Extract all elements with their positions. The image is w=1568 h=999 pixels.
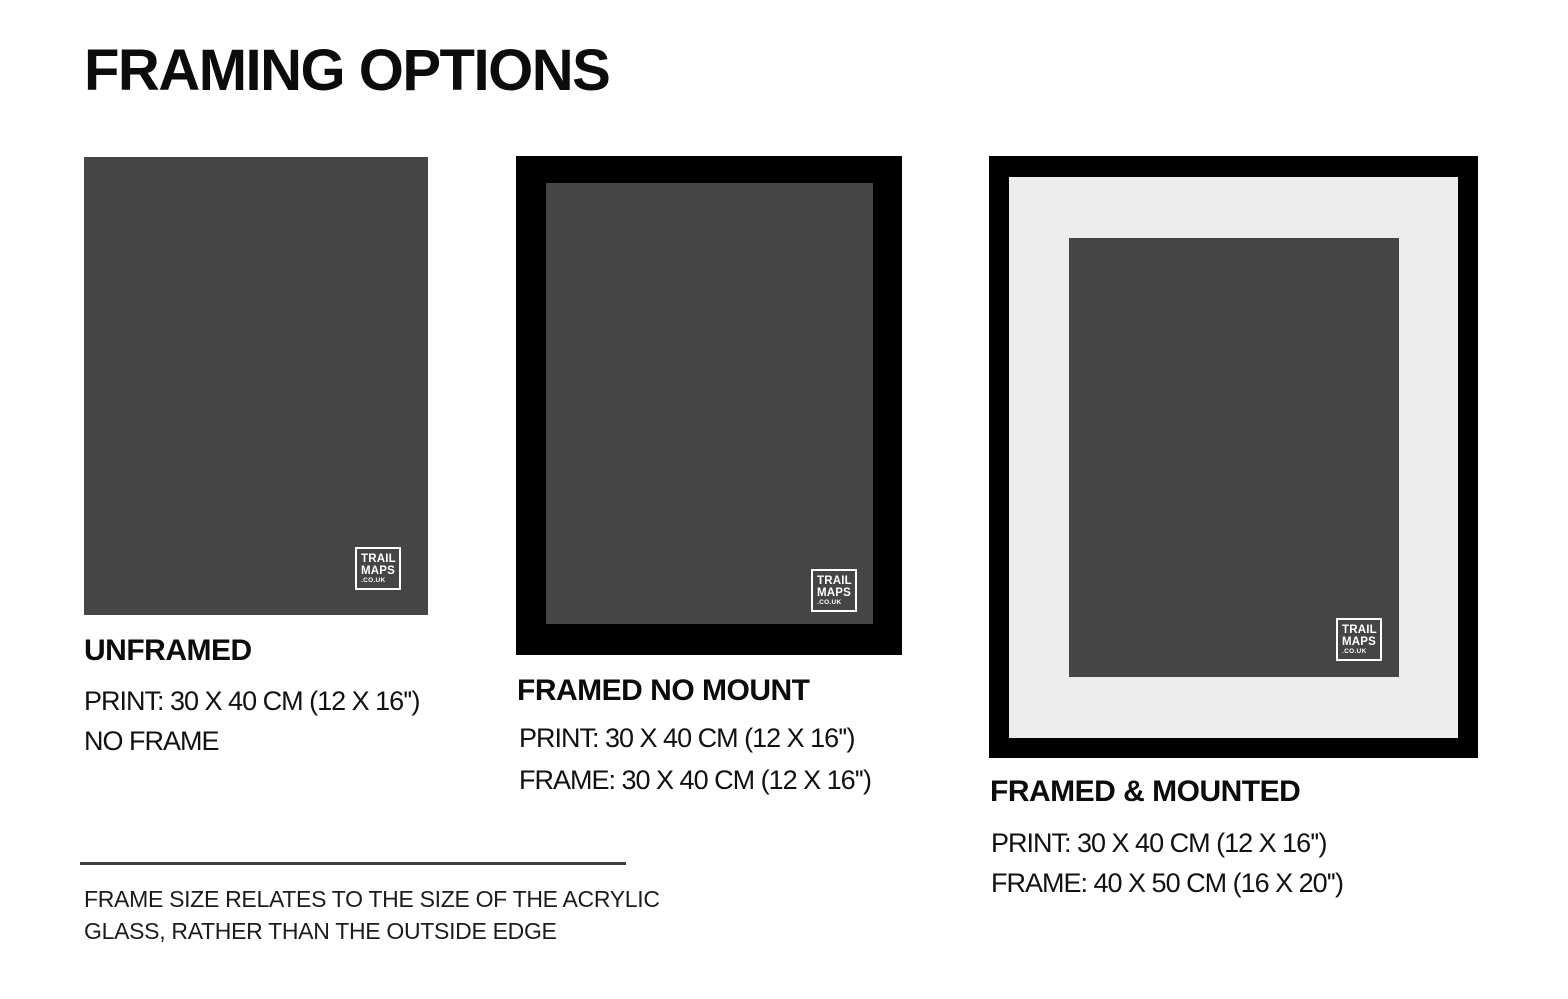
logo-text-couk: .CO.UK (1342, 648, 1367, 655)
framed-mounted-preview (989, 156, 1478, 758)
spec-frame-size: FRAME: 30 X 40 CM (12 X 16'') (519, 765, 871, 795)
logo-text-trail: TRAIL (1342, 624, 1377, 636)
logo-text-maps: MAPS (817, 587, 852, 599)
logo-text-maps: MAPS (1342, 636, 1377, 648)
logo-text-couk: .CO.UK (361, 577, 386, 584)
spec-print-size: PRINT: 30 X 40 CM (12 X 16'') (991, 828, 1327, 858)
logo-text-maps: MAPS (361, 565, 396, 577)
unframed-print-preview (84, 157, 428, 615)
option-label-framed-mounted: FRAMED & MOUNTED (990, 775, 1301, 808)
trailmaps-logo (1336, 618, 1382, 661)
spec-print-size: PRINT: 30 X 40 CM (12 X 16'') (84, 686, 420, 716)
footnote-divider (80, 862, 626, 865)
option-label-framed-no-mount: FRAMED NO MOUNT (517, 674, 810, 707)
trailmaps-logo (811, 569, 857, 612)
logo-text-trail: TRAIL (361, 553, 396, 565)
page-title: FRAMING OPTIONS (84, 38, 610, 103)
spec-frame-size: NO FRAME (84, 726, 219, 756)
spec-print-size: PRINT: 30 X 40 CM (12 X 16'') (519, 723, 855, 753)
option-label-unframed: UNFRAMED (84, 634, 252, 667)
trailmaps-logo (355, 547, 401, 590)
framed-print-surface (546, 183, 873, 624)
footnote-line-2: GLASS, RATHER THAN THE OUTSIDE EDGE (84, 918, 557, 944)
mounted-print-surface (1069, 238, 1399, 677)
logo-text-couk: .CO.UK (817, 599, 842, 606)
spec-frame-size: FRAME: 40 X 50 CM (16 X 20'') (991, 868, 1343, 898)
mount-board (1009, 177, 1458, 738)
footnote-line-1: FRAME SIZE RELATES TO THE SIZE OF THE ACRYLIC (84, 886, 660, 912)
logo-text-trail: TRAIL (817, 575, 852, 587)
framed-no-mount-preview (516, 156, 902, 655)
